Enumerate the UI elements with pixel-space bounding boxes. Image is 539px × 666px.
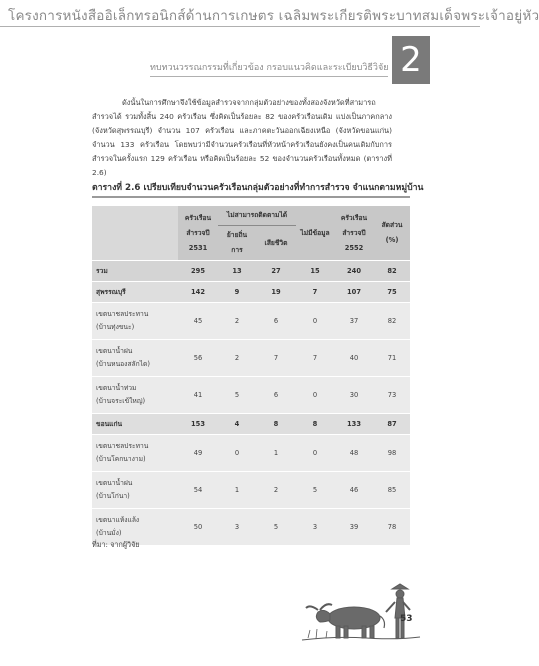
row-value-cell: 2 xyxy=(256,472,296,509)
header-line: ย้ายถิ่น xyxy=(226,231,248,239)
row-label-line: เขตนาน้ำท่วม xyxy=(96,384,137,392)
row-label xyxy=(92,340,178,377)
header-moved xyxy=(218,226,256,261)
row-value-cell: 7 xyxy=(296,340,334,377)
row-value-cell: 8 xyxy=(296,414,334,435)
row-value-cell: 75 xyxy=(374,282,410,303)
row-value-cell: 142 xyxy=(178,282,218,303)
row-value-cell: 6 xyxy=(256,303,296,340)
row-label-line: (บ้านหนองสลักได) xyxy=(96,360,150,368)
header-households-2552 xyxy=(334,206,374,261)
row-value-cell: 82 xyxy=(374,303,410,340)
chapter-number-badge: 2 xyxy=(392,36,430,84)
row-label-line: เขตนาแห้งแล้ง xyxy=(96,516,140,524)
row-value-cell: 46 xyxy=(334,472,374,509)
table-row-region xyxy=(92,282,410,303)
table-row-village xyxy=(92,472,410,509)
row-value-cell: 78 xyxy=(374,509,410,546)
row-value-cell: 19 xyxy=(256,282,296,303)
header-divider xyxy=(0,26,480,27)
row-value-cell: 5 xyxy=(218,377,256,414)
body-paragraph: ดังนั้นในการศึกษาจึงใช้ข้อมูลสำรวจจากกลุ่มตัวอย่างของทั้งสองจังหวัดที่สามารถสำรวจได้ รวมทั้งสิ้น 240 ครัวเรือน ซึ่งคิดเป็นร้อยละ 82 ของครัวเรือนเดิม แบ่งเป็นภาคกลาง (จังหวัดสุพรรณบุรี) จำนวน 107 ครัวเรือน และภาคตะวันออกเฉียงเหนือ (จังหวัดขอนแก่น) จำนวน 133 ครัวเรือน โดยพบว่ามีจำนวนครัวเรือนที่หัวหน้าครัวเรือนยังคงเป็นคนเดิมกับการสำรวจในครั้งแรก 129 ครัวเรือน หรือคิดเป็นร้อยละ 52 ของจำนวนครัวเรือนทั้งหมด (ตารางที่ 2.6) xyxy=(92,98,392,177)
table-caption: ตารางที่ 2.6 เปรียบเทียบจำนวนครัวเรือนกลุ่มตัวอย่างที่ทำการสำรวจ จำแนกตามหมู่บ้าน xyxy=(92,183,424,193)
row-value-cell: 6 xyxy=(256,377,296,414)
table-body xyxy=(92,261,410,546)
row-label-line: สุพรรณบุรี xyxy=(96,287,126,296)
header-line: สัดส่วน xyxy=(381,221,403,229)
table-row-village xyxy=(92,377,410,414)
row-value-cell: 39 xyxy=(334,509,374,546)
table-row-village xyxy=(92,340,410,377)
row-label-line: เขตนาชลประทาน xyxy=(96,442,149,450)
row-value-cell: 37 xyxy=(334,303,374,340)
row-label-line: (บ้านทุ่งขนะ) xyxy=(96,323,135,331)
row-value-cell: 27 xyxy=(256,261,296,282)
row-value-cell: 3 xyxy=(218,509,256,546)
row-value-cell: 13 xyxy=(218,261,256,282)
row-value-cell: 4 xyxy=(218,414,256,435)
row-label-line: (บ้านโคกนางาม) xyxy=(96,455,146,463)
header-blank-cell xyxy=(92,206,178,261)
row-label-line: (บ้านโก่นา) xyxy=(96,492,130,500)
row-label xyxy=(92,435,178,472)
row-value-cell: 71 xyxy=(374,340,410,377)
row-value-cell: 48 xyxy=(334,435,374,472)
table-source-note: ที่มา: จากผู้วิจัย xyxy=(92,540,140,549)
header-line: การ xyxy=(231,246,243,254)
row-value-cell: 240 xyxy=(334,261,374,282)
header-line: 2552 xyxy=(344,243,364,252)
header-not-traceable: ไม่สามารถติดตามได้ xyxy=(218,206,296,226)
row-value-cell: 41 xyxy=(178,377,218,414)
row-label-line: เขตนาน้ำฝน xyxy=(96,479,133,487)
row-label xyxy=(92,414,178,435)
row-value-cell: 7 xyxy=(296,282,334,303)
row-value-cell: 45 xyxy=(178,303,218,340)
header-line: ครัวเรือน xyxy=(184,213,212,222)
row-value-cell: 82 xyxy=(374,261,410,282)
chapter-divider xyxy=(150,76,388,77)
row-value-cell: 54 xyxy=(178,472,218,509)
row-label-line: ขอนแก่น xyxy=(96,419,123,428)
row-value-cell: 133 xyxy=(334,414,374,435)
row-label-line: รวม xyxy=(96,266,108,275)
row-value-cell: 3 xyxy=(296,509,334,546)
row-value-cell: 9 xyxy=(218,282,256,303)
row-value-cell: 49 xyxy=(178,435,218,472)
row-label xyxy=(92,261,178,282)
row-label xyxy=(92,377,178,414)
row-value-cell: 0 xyxy=(296,435,334,472)
row-value-cell: 50 xyxy=(178,509,218,546)
row-value-cell: 2 xyxy=(218,303,256,340)
row-value-cell: 0 xyxy=(296,303,334,340)
header-households-2531 xyxy=(178,206,218,261)
row-value-cell: 1 xyxy=(256,435,296,472)
farmer-buffalo-illustration xyxy=(296,574,424,646)
body-paragraph-block xyxy=(92,96,392,180)
series-title: โครงการหนังสืออิเล็กทรอนิกส์ด้านการเกษตร เฉลิมพระเกียรติพระบาทสมเด็จพระเจ้าอยู่หัว xyxy=(8,8,539,24)
comparison-table-wrapper xyxy=(92,196,410,546)
header-deceased: เสียชีวิต xyxy=(256,226,296,261)
row-value-cell: 56 xyxy=(178,340,218,377)
row-label xyxy=(92,282,178,303)
header-no-data: ไม่มีข้อมูล xyxy=(296,206,334,261)
row-value-cell: 0 xyxy=(218,435,256,472)
row-value-cell: 5 xyxy=(256,509,296,546)
row-value-cell: 87 xyxy=(374,414,410,435)
row-value-cell: 295 xyxy=(178,261,218,282)
table-top-rule xyxy=(92,196,410,198)
table-row-village xyxy=(92,435,410,472)
table-row-sum xyxy=(92,261,410,282)
row-label-line: เขตนาชลประทาน xyxy=(96,310,149,318)
row-value-cell: 1 xyxy=(218,472,256,509)
header-line: สำรวจปี xyxy=(186,228,210,237)
table-row-region xyxy=(92,414,410,435)
row-value-cell: 98 xyxy=(374,435,410,472)
row-value-cell: 0 xyxy=(296,377,334,414)
row-value-cell: 73 xyxy=(374,377,410,414)
header-line: 2531 xyxy=(188,243,208,252)
header-line: (%) xyxy=(385,236,399,244)
row-value-cell: 40 xyxy=(334,340,374,377)
row-value-cell: 153 xyxy=(178,414,218,435)
header-line: ครัวเรือน xyxy=(340,213,368,222)
row-label xyxy=(92,472,178,509)
row-value-cell: 85 xyxy=(374,472,410,509)
row-value-cell: 8 xyxy=(256,414,296,435)
table-row-village xyxy=(92,303,410,340)
row-value-cell: 15 xyxy=(296,261,334,282)
row-value-cell: 107 xyxy=(334,282,374,303)
page-number: 53 xyxy=(400,614,413,624)
row-label xyxy=(92,303,178,340)
row-value-cell: 2 xyxy=(218,340,256,377)
household-comparison-table xyxy=(92,206,410,546)
row-label-line: (บ้านจระเข้ใหญ่) xyxy=(96,397,146,405)
table-row-village xyxy=(92,509,410,546)
header-ratio xyxy=(374,206,410,261)
row-value-cell: 5 xyxy=(296,472,334,509)
chapter-subtitle: ทบทวนวรรณกรรมที่เกี่ยวข้อง กรอบแนวคิดและระเบียบวิธีวิจัย xyxy=(150,63,389,73)
row-value-cell: 7 xyxy=(256,340,296,377)
header-line: สำรวจปี xyxy=(342,228,366,237)
row-label-line: (บ้านมั่ง) xyxy=(96,529,122,537)
row-value-cell: 30 xyxy=(334,377,374,414)
row-label-line: เขตนาน้ำฝน xyxy=(96,347,133,355)
